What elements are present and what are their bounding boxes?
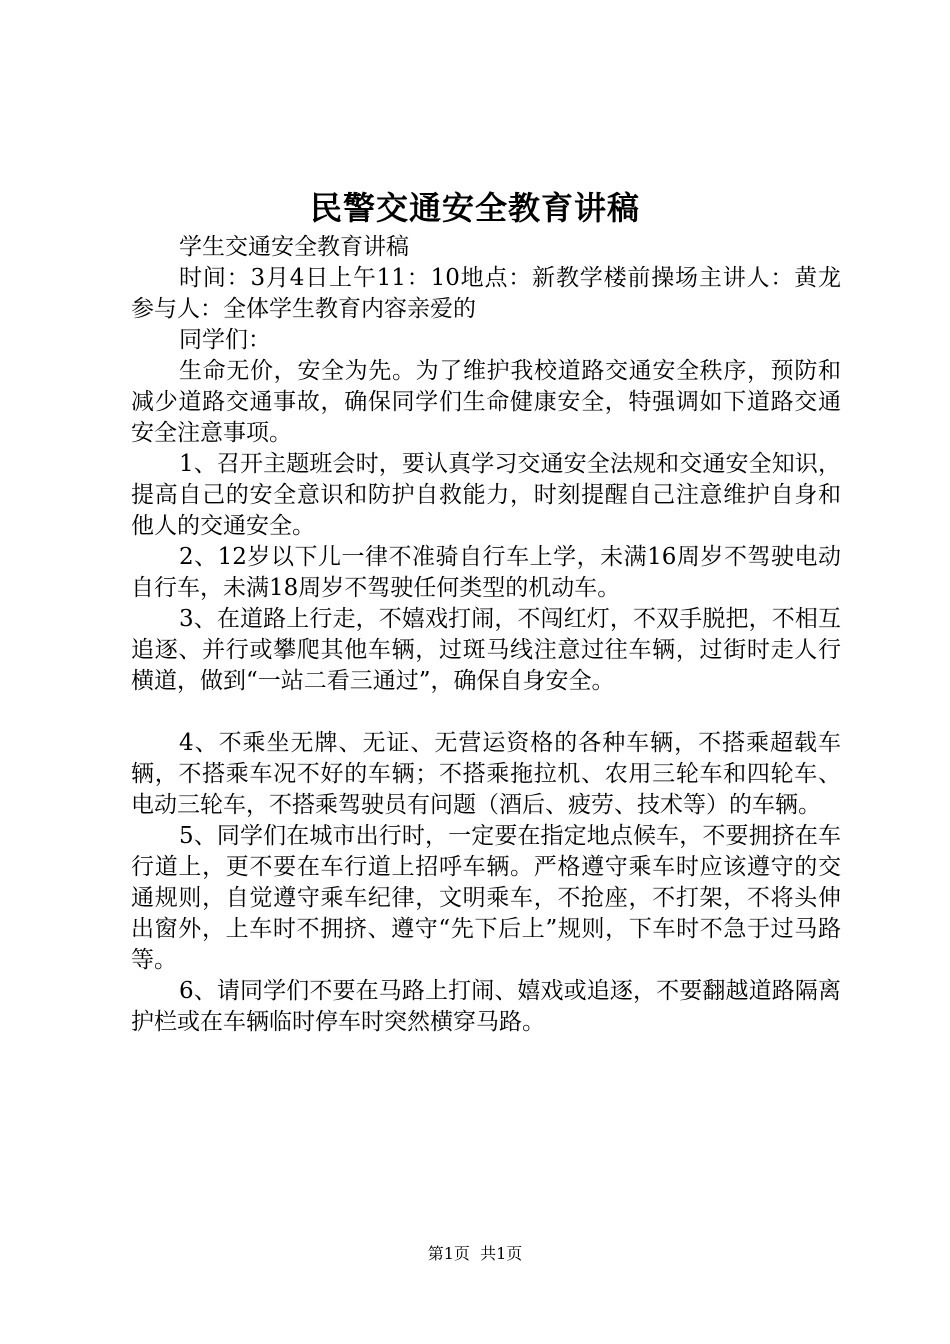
paragraph-spacer — [131, 697, 841, 728]
paragraph-intro: 生命无价，安全为先。为了维护我校道路交通安全秩序，预防和减少道路交通事故，确保同学们生命健康安全，特强调如下道路交通安全注意事项。 — [131, 358, 841, 446]
document-title: 民警交通安全教育讲稿 — [309, 189, 640, 227]
paragraph-item-5: 5、同学们在城市出行时，一定要在指定地点候车，不要拥挤在车行道上，更不要在车行道上招呼车辆。严格遵守乘车时应该遵守的交通规则，自觉遵守乘车纪律，文明乘车，不抢座，不打架，不将头伸出窗外，上车时不拥挤、遵守“先下后上”规则，下车时不急于过马路等。 — [131, 823, 841, 973]
paragraph-item-2: 2、12岁以下儿一律不准骑自行车上学，未满16周岁不驾驶电动自行车，未满18周岁不驾驶任何类型的机动车。 — [131, 544, 841, 601]
paragraph-salutation: 同学们： — [179, 327, 271, 353]
paragraph-meta: 时间：3月4日上午11：10地点：新教学楼前操场主讲人：黄龙参与人：全体学生教育内容亲爱的 — [131, 265, 841, 322]
paragraph-subtitle: 学生交通安全教育讲稿 — [179, 234, 409, 260]
paragraph-item-1: 1、召开主题班会时，要认真学习交通安全法规和交通安全知识，提高自己的安全意识和防护自救能力，时刻提醒自己注意维护自身和他人的交通安全。 — [131, 451, 841, 539]
page-total: 共1页 — [480, 1244, 523, 1263]
paragraph-item-6: 6、请同学们不要在马路上打闹、嬉戏或追逐，不要翻越道路隔离护栏或在车辆临时停车时突然横穿马路。 — [131, 978, 841, 1035]
paragraph-item-4: 4、不乘坐无牌、无证、无营运资格的各种车辆，不搭乘超载车辆，不搭乘车况不好的车辆；不搭乘拖拉机、农用三轮车和四轮车、电动三轮车，不搭乘驾驶员有问题（酒后、疲劳、技术等）的车辆。 — [131, 730, 841, 818]
page-footer — [0, 1243, 950, 1265]
paragraph-item-3: 3、在道路上行走，不嬉戏打闹，不闯红灯，不双手脱把，不相互追逐、并行或攀爬其他车辆，过斑马线注意过往车辆，过街时走人行横道，做到“一站二看三通过”，确保自身安全。 — [131, 606, 841, 694]
document-body — [131, 232, 841, 1038]
footer-separator — [470, 1244, 480, 1263]
page-number: 第1页 — [427, 1244, 470, 1263]
